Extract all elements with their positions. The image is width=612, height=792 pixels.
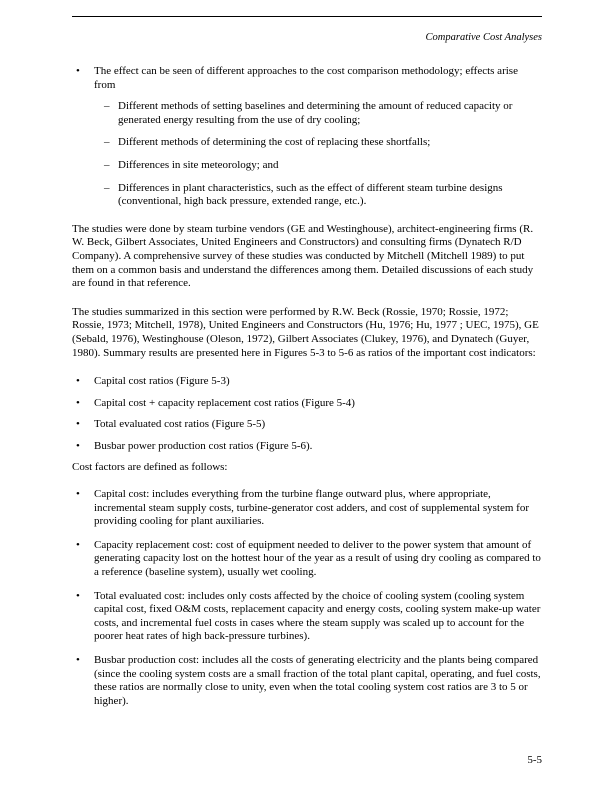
bullet-icon: • — [76, 439, 80, 452]
sub-list-item-text: Different methods of setting baselines and determining the amount of reduced capacity or generated energy resulting from the use of dry cooling; — [118, 100, 513, 126]
bullet-icon: • — [76, 65, 80, 77]
paragraph-studies-overview: The studies were done by steam turbine vendors (GE and Westinghouse), architect-engineering firms (R. W. Beck, Gilbert Associates, United Engineers and Constructors) and consulting firms (Dynatech R/D Company). A comprehensive survey of these studies was conducted by Mitchell (Mitchell 1989) to put them on a common basis and understand the differences among them. Detailed discussions of each study are found in that reference. — [72, 222, 534, 290]
bullet-icon: • — [76, 418, 80, 431]
definition-item-text: Capital cost: includes everything from the turbine flange outward plus, where appropriate, incremental steam supply costs, turbine-generator cost adders, and cost of supplemental system for providing cooling for plant auxiliaries. — [94, 488, 529, 528]
definition-item — [76, 539, 542, 580]
dash-icon: – — [104, 181, 110, 194]
definition-item-text: Total evaluated cost: includes only costs affected by the choice of cooling system (cooling system capital cost, fixed O&M costs, replacement capacity and energy costs, cooling system make-up water costs, and incremental fuel costs in cases where the steam supply was scaled up to account for the poorer heat rates of high back-pressure turbines). — [94, 589, 541, 643]
sub-list-item-text: Different methods of determining the cost of replacing these shortfalls; — [118, 136, 431, 149]
bullet-icon: • — [76, 375, 80, 388]
list-item-text: Total evaluated cost ratios (Figure 5-5) — [94, 418, 266, 431]
definition-item-text: Busbar production cost: includes all the costs of generating electricity and the plants being compared (since the cooling system costs are a small fraction of the total plant capital, operating, and fuel costs, these ratios are normally close to unity, even when the total cooling system cost ratios are 3 to 5 or higher). — [94, 654, 541, 707]
list-item-text: Capital cost ratios (Figure 5-3) — [94, 375, 230, 388]
ratio-list — [72, 375, 542, 453]
definition-item — [76, 654, 542, 708]
list-item — [76, 65, 542, 92]
bullet-icon: • — [76, 589, 80, 602]
sub-list-item-text: Differences in plant characteristics, such as the effect of different steam turbine designs (conventional, high back pressure, extended range, etc.). — [118, 181, 503, 208]
list-item — [76, 440, 542, 454]
definition-item-text: Capacity replacement cost: cost of equipment needed to deliver to the power system that amount of generating capacity lost on the hottest hour of the year as a result of using dry cooling as compared to a reference (baseline system), usually wet cooling. — [94, 538, 541, 579]
paragraph-cost-factors-intro: Cost factors are defined as follows: — [72, 461, 228, 474]
sub-list-item — [104, 182, 542, 209]
bullet-icon: • — [76, 396, 80, 409]
definition-item — [76, 590, 542, 644]
bullet-icon: • — [76, 488, 80, 501]
list-item-text: The effect can be seen of different approaches to the cost comparison methodology; effects arise from — [94, 65, 518, 91]
dash-icon: – — [104, 158, 110, 171]
bullet-icon: • — [76, 538, 80, 551]
dash-icon: – — [104, 136, 110, 149]
list-item-text: Capital cost + capacity replacement cost ratios (Figure 5-4) — [94, 396, 355, 409]
list-item — [76, 418, 542, 432]
bullet-icon: • — [76, 654, 80, 666]
header-rule — [72, 16, 542, 17]
definition-item — [76, 488, 542, 529]
list-item — [76, 397, 542, 411]
sub-list-item — [104, 100, 542, 127]
sub-list-item — [104, 159, 542, 173]
page-number: 5-5 — [527, 754, 542, 766]
sub-list-item-text: Differences in site meteorology; and — [118, 158, 279, 171]
list-item — [76, 375, 542, 389]
running-header-title: Comparative Cost Analyses — [425, 32, 542, 43]
paragraph-studies-summary: The studies summarized in this section were performed by R.W. Beck (Rossie, 1970; Rossie, 1972; Rossie, 1973; Mitchell, 1978), United Engineers and Constructors (Hu, 1976; Hu, 1977 ; UEC, 1975), GE (Sebald, 1976), Westinghouse (Oleson, 1972), Gilbert Associates (Clukey, 1976), and Dynatech (Guyer, 1980). Summary results are presented here in Figures 5-3 to 5-6 as ratios of the important cost indicators: — [72, 305, 539, 359]
sub-list-item — [104, 136, 542, 150]
page-content — [72, 16, 542, 718]
dash-icon: – — [104, 100, 110, 113]
list-item-text: Busbar power production cost ratios (Figure 5-6). — [94, 439, 313, 452]
